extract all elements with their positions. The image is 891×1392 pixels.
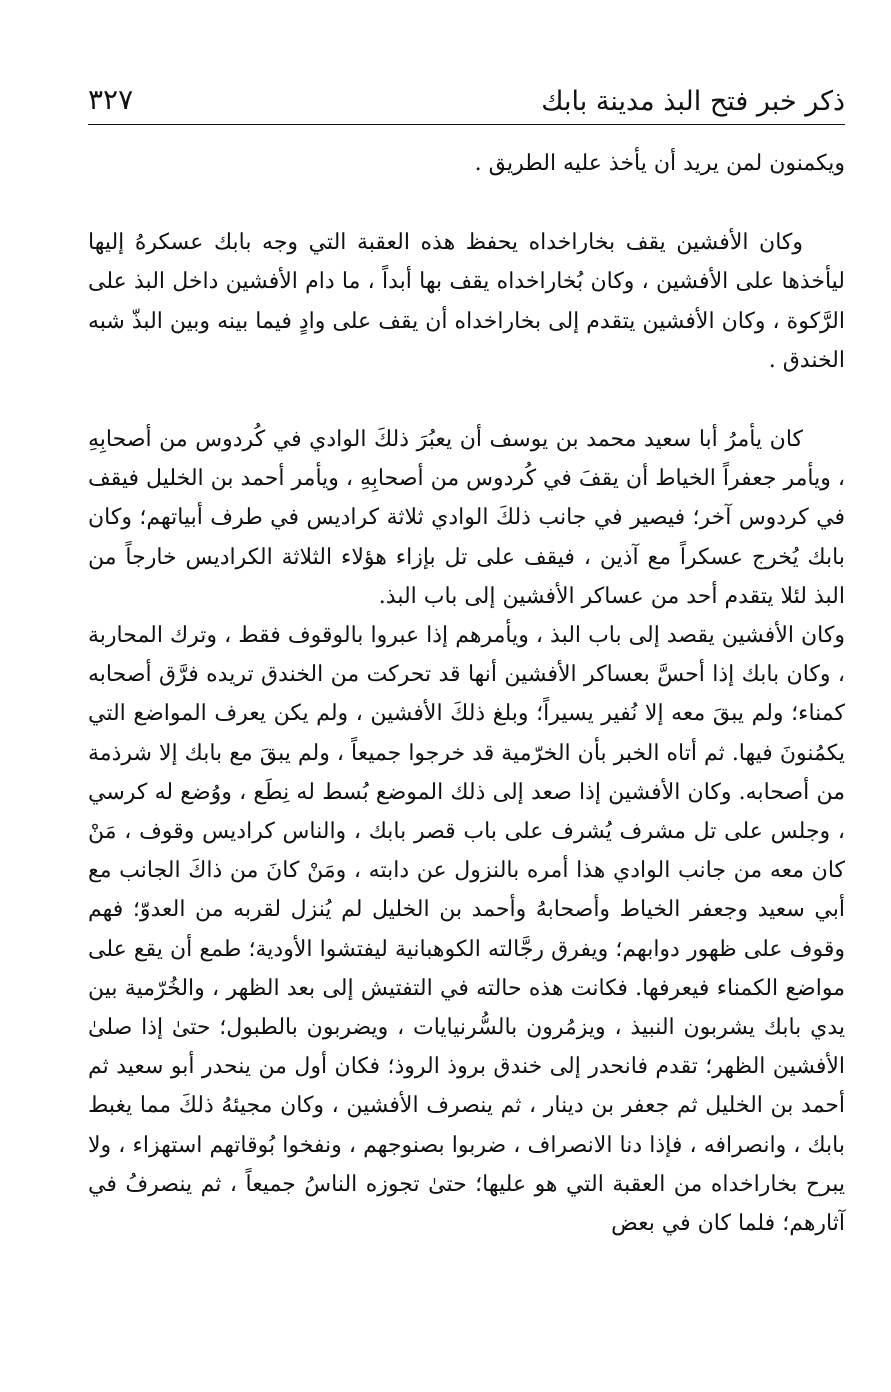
body-text bbox=[88, 144, 845, 1243]
paragraph-3: كان يأمرُ أبا سعيد محمد بن يوسف أن يعبُرَ ذلكَ الوادي في كُردوس من أصحابِهِ ، ويأمر جعفراً الخياط أن يقفَ في كُردوس من أصحابِهِ ، ويأمر أحمد بن الخليل فيقف في كردوس آخر؛ فيصير في جانب ذلكَ الوادي ثلاثة كراديس في طرف أبياتهم؛ وكان بابك يُخرج عسكراً مع آذين ، فيقف على تل بإزاء هؤلاء الثلاثة الكراديس خارجاً من البذ لئلا يتقدم أحد من عساكر الأفشين إلى باب البذ. bbox=[88, 427, 845, 609]
page-number: ٣٢٧ bbox=[88, 83, 134, 116]
paragraph-2: وكان الأفشين يقف بخاراخداه يحفظ هذه العقبة التي وجه بابك عسكرهُ إليها ليأخذها على الأفشين ، وكان بُخاراخداه يقف بها أبداً ، ما دام الأفشين داخل البذ على الرَّكوة ، وكان الأفشين يتقدم إلى بخاراخداه أن يقف على وادٍ فيما بينه وبين البذّ شبه الخندق . bbox=[88, 230, 845, 373]
paragraph-1: ويكمنون لمن يريد أن يأخذ عليه الطريق . bbox=[474, 151, 845, 176]
running-title: ذكر خبر فتح البذ مدينة بابك bbox=[541, 86, 845, 117]
paragraph-4: وكان الأفشين يقصد إلى باب البذ ، ويأمرهم إذا عبروا بالوقوف فقط ، وترك المحاربة ، وكان بابك إذا أحسَّ بعساكر الأفشين أنها قد تحركت من الخندق تريده فرَّق أصحابه كمناء؛ ولم يبقَ معه إلا نُفير يسيراً؛ وبلغ ذلكَ الأفشين ، ولم يكن يعرف المواضع التي يكمُنونَ فيها. ثم أتاه الخبر بأن الخرّمية قد خرجوا جميعاً ، ولم يبقَ مع بابك إلا شرذمة من أصحابه. وكان الأفشين إذا صعد إلى ذلك الموضع بُسط له نِطَع ، ووُضع له كرسي ، وجلس على تل مشرف يُشرف على باب قصر بابك ، والناس كراديس وقوف ، مَنْ كان معه من جانب الوادي هذا أمره بالنزول عن دابته ، ومَنْ كانَ من ذاكَ الجانب مع أبي سعيد وجعفر الخياط وأصحابهُ وأحمد بن الخليل لم يُنزل لقربه من العدوّ؛ فهم وقوف على ظهور دوابهم؛ ويفرق رجَّالته الكوهبانية ليفتشوا الأودية؛ طمع أن يقع على مواضع الكمناء فيعرفها. فكانت هذه حالته في التفتيش إلى بعد الظهر ، والخُرّمية بين يدي بابك يشربون النبيذ ، ويزمُرون بالسُّرنيايات ، ويضربون بالطبول؛ حتىٰ إذا صلىٰ الأفشين الظهر؛ تقدم فانحدر إلى خندق بروذ الروذ؛ فكان أول من ينحدر أبو سعيد ثم أحمد بن الخليل ثم جعفر بن دينار ، ثم ينصرف الأفشين ، وكان مجيئهُ ذلكَ مما يغبط بابك ، وانصرافه ، فإذا دنا الانصراف ، ضربوا بصنوجهم ، ونفخوا بُوقاتهم استهزاء ، ولا يبرح بخاراخداه من العقبة التي هو عليها؛ حتىٰ تجوزه الناسُ جميعاً ، ثم ينصرفُ في آثارهم؛ فلما كان في بعض bbox=[88, 623, 845, 1237]
page-header bbox=[88, 80, 845, 125]
